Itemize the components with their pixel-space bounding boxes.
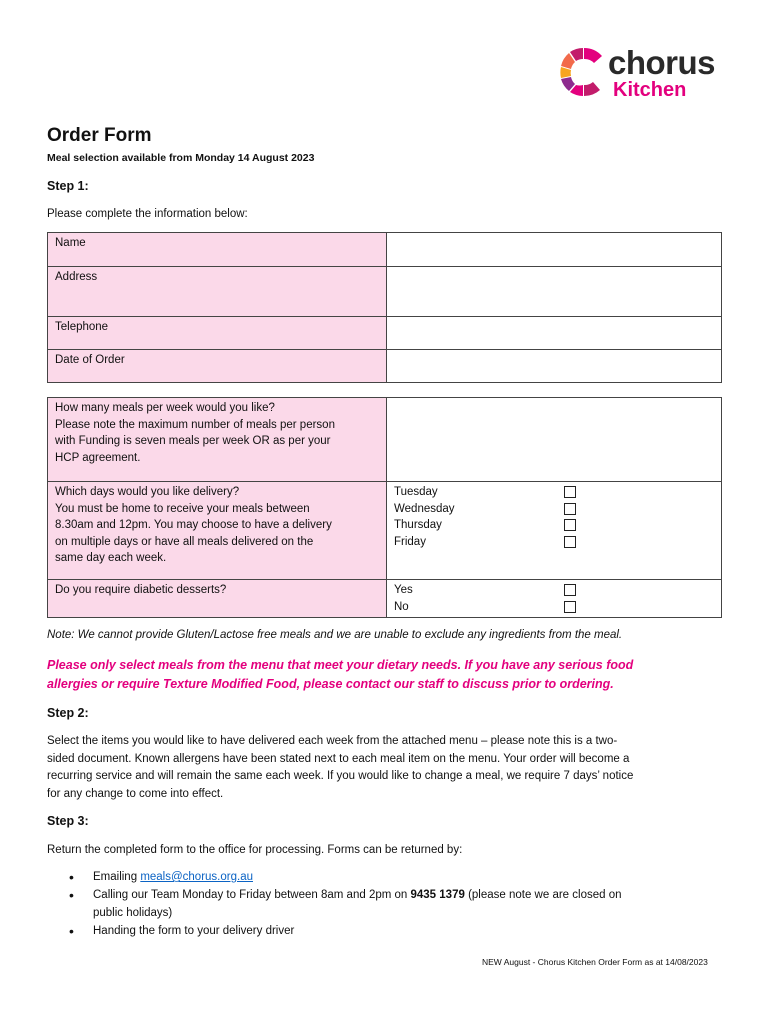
question-line: HCP agreement. <box>55 451 141 464</box>
table-row <box>48 350 722 383</box>
step3-intro: Return the completed form to the office for processing. Forms can be returned by: <box>47 844 463 856</box>
table-row <box>48 267 722 317</box>
diabetic-desserts-options <box>387 580 722 618</box>
logo-subtitle: Kitchen <box>613 79 687 101</box>
contact-details-table <box>47 232 722 383</box>
question-line: same day each week. <box>55 552 167 564</box>
step2-heading: Step 2: <box>47 706 89 720</box>
meals-per-week-field[interactable] <box>387 398 722 482</box>
logo-ring-icon <box>556 44 612 100</box>
list-item <box>93 886 733 922</box>
table-row <box>48 482 722 580</box>
question-line: 8.30am and 12pm. You may choose to have a delivery <box>55 519 332 531</box>
logo-wordmark: chorus <box>608 44 716 81</box>
page-footer: NEW August - Chorus Kitchen Order Form as at 14/08/2023 <box>482 957 708 967</box>
paragraph-line: for any change to come into effect. <box>47 787 224 800</box>
option-no <box>394 599 714 616</box>
list-item-text: (please note we are closed on <box>464 889 622 901</box>
option-label: Thursday <box>394 519 442 531</box>
phone-number: 9435 1379 <box>410 889 465 901</box>
table-row <box>48 317 722 350</box>
question-line: Please note the maximum number of meals per person <box>55 418 335 431</box>
option-yes <box>394 582 714 599</box>
option-label: Friday <box>394 535 426 548</box>
field-label-telephone: Telephone <box>48 317 387 350</box>
question-line: How many meals per week would you like? <box>55 402 275 414</box>
address-field[interactable] <box>387 267 722 317</box>
question-line: You must be home to receive your meals between <box>55 502 310 515</box>
no-checkbox[interactable] <box>564 601 576 613</box>
meals-per-week-question <box>48 398 387 482</box>
telephone-field[interactable] <box>387 317 722 350</box>
dietary-warning <box>47 656 727 694</box>
order-questions-table <box>47 397 722 618</box>
option-label: Tuesday <box>394 486 438 498</box>
return-methods-list <box>47 868 733 940</box>
field-label-name: Name <box>48 233 387 267</box>
list-item-text: Calling our Team Monday to Friday between 8am and 2pm on <box>93 889 411 901</box>
step1-intro: Please complete the information below: <box>47 208 248 220</box>
option-friday <box>394 534 714 551</box>
list-item-text: Handing the form to your delivery driver <box>93 925 295 937</box>
friday-checkbox[interactable] <box>564 536 576 548</box>
table-row <box>48 233 722 267</box>
date-of-order-field[interactable] <box>387 350 722 383</box>
delivery-days-options <box>387 482 722 580</box>
list-item <box>93 868 733 886</box>
step2-paragraph <box>47 733 737 803</box>
question-line: with Funding is seven meals per week OR as per your <box>55 435 331 447</box>
warning-line: allergies or require Texture Modified Food, please contact our staff to discuss prior to ordering. <box>47 677 614 691</box>
page-title: Order Form <box>47 125 152 146</box>
warning-line: Please only select meals from the menu that meet your dietary needs. If you have any serious food <box>47 658 634 672</box>
tuesday-checkbox[interactable] <box>564 486 576 498</box>
question-line: Which days would you like delivery? <box>55 486 240 498</box>
step1-heading: Step 1: <box>47 179 89 193</box>
option-wednesday <box>394 501 714 518</box>
field-label-date-of-order: Date of Order <box>48 350 387 383</box>
yes-checkbox[interactable] <box>564 584 576 596</box>
list-item-text: Emailing <box>93 871 141 883</box>
paragraph-line: Select the items you would like to have delivered each week from the attached menu – please note this is a two- <box>47 735 618 747</box>
option-label: Yes <box>394 584 413 596</box>
paragraph-line: recurring service and will remain the same each week. If you would like to change a meal, we require 7 days’ notice <box>47 770 634 782</box>
thursday-checkbox[interactable] <box>564 519 576 531</box>
option-label: No <box>394 600 409 613</box>
wednesday-checkbox[interactable] <box>564 503 576 515</box>
name-field[interactable] <box>387 233 722 267</box>
question-line: on multiple days or have all meals delivered on the <box>55 535 314 548</box>
option-tuesday <box>394 484 714 501</box>
page-subtitle: Meal selection available from Monday 14 August 2023 <box>47 152 315 164</box>
chorus-kitchen-logo <box>556 44 726 106</box>
paragraph-line: sided document. Known allergens have been stated next to each meal item on the menu. Your order will become a <box>47 752 630 765</box>
list-item-text: public holidays) <box>93 907 173 919</box>
option-thursday <box>394 517 714 534</box>
option-label: Wednesday <box>394 502 455 515</box>
step3-heading: Step 3: <box>47 814 89 828</box>
table-row <box>48 580 722 618</box>
delivery-days-question <box>48 482 387 580</box>
field-label-address: Address <box>48 267 387 317</box>
list-item <box>93 922 733 940</box>
email-link[interactable]: meals@chorus.org.au <box>140 871 253 883</box>
table-row <box>48 398 722 482</box>
allergen-note: Note: We cannot provide Gluten/Lactose free meals and we are unable to exclude any ingredients from the meal. <box>47 629 623 641</box>
diabetic-desserts-question: Do you require diabetic desserts? <box>48 580 387 618</box>
